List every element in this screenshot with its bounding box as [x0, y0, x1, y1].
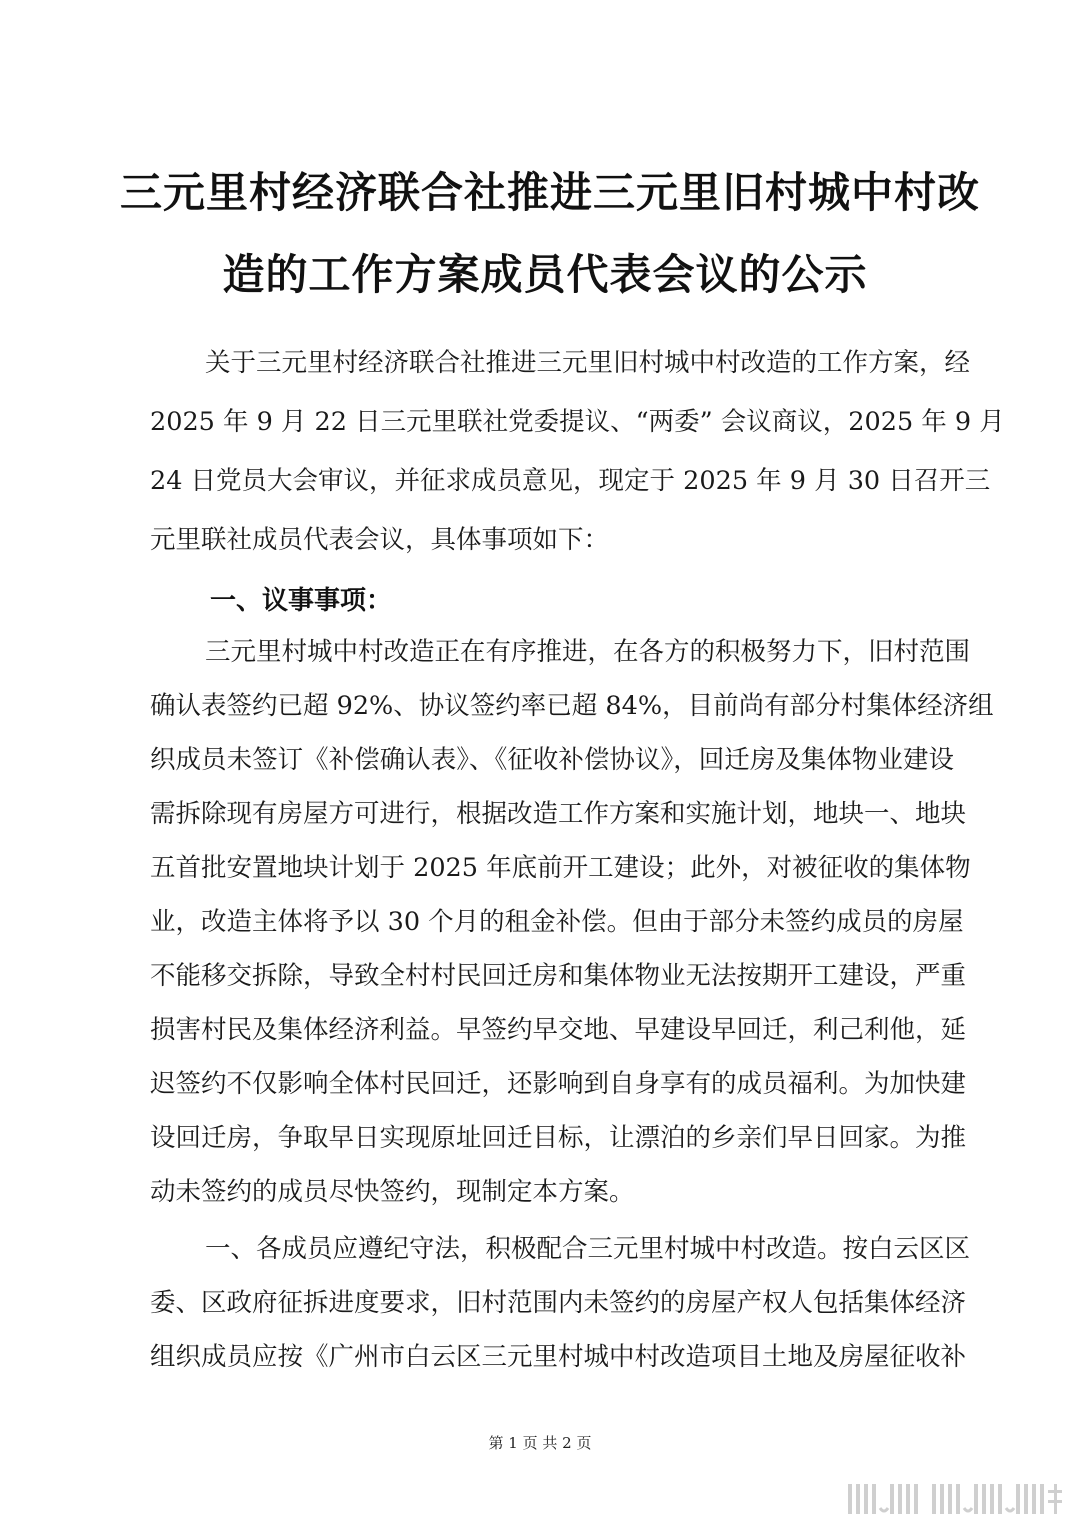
section-heading: 一、议事事项：	[210, 586, 393, 616]
item-line: 一、各成员应遵纪守法，积极配合三元里村城中村改造。按白云区区	[205, 1234, 971, 1264]
document-title-line-1: 三元里村经济联合社推进三元里旧村城中村改	[120, 168, 981, 217]
body-line: 损害村民及集体经济利益。早签约早交地、早建设早回迁，利己利他，延	[150, 1015, 967, 1045]
intro-line: 关于三元里村经济联合社推进三元里旧村城中村改造的工作方案，经	[205, 348, 971, 378]
body-line: 动未签约的成员尽快签约，现制定本方案。	[150, 1177, 635, 1207]
body-line: 迟签约不仅影响全体村民回迁，还影响到自身享有的成员福利。为加快建	[150, 1069, 967, 1099]
watermark-logo	[846, 1478, 1066, 1518]
body-line: 五首批安置地块计划于 2025 年底前开工建设；此外，对被征收的集体物	[150, 853, 971, 883]
body-line: 需拆除现有房屋方可进行，根据改造工作方案和实施计划，地块一、地块	[150, 799, 967, 829]
body-line: 不能移交拆除，导致全村村民回迁房和集体物业无法按期开工建设，严重	[150, 961, 967, 991]
body-line: 业，改造主体将予以 30 个月的租金补偿。但由于部分未签约成员的房屋	[150, 907, 964, 937]
item-line: 组织成员应按《广州市白云区三元里村城中村改造项目土地及房屋征收补	[150, 1342, 967, 1372]
document-title-line-2: 造的工作方案成员代表会议的公示	[222, 250, 868, 299]
body-line: 三元里村城中村改造正在有序推进，在各方的积极努力下，旧村范围	[205, 637, 971, 667]
body-line: 确认表签约已超 92%、协议签约率已超 84%，目前尚有部分村集体经济组	[150, 691, 994, 721]
item-line: 委、区政府征拆进度要求，旧村范围内未签约的房屋产权人包括集体经济	[150, 1288, 967, 1318]
intro-line: 元里联社成员代表会议，具体事项如下：	[150, 525, 610, 555]
page-number-footer: 第 1 页 共 2 页	[488, 1434, 592, 1452]
watermark-bars-icon	[846, 1478, 1066, 1518]
body-line: 设回迁房，争取早日实现原址回迁目标，让漂泊的乡亲们早日回家。为推	[150, 1123, 967, 1153]
intro-line: 2025 年 9 月 22 日三元里联社党委提议、“两委” 会议商议，2025 年 9 月	[150, 407, 1005, 437]
intro-line: 24 日党员大会审议，并征求成员意见，现定于 2025 年 9 月 30 日召开三	[150, 466, 991, 496]
body-line: 织成员未签订《补偿确认表》、《征收补偿协议》，回迁房及集体物业建设	[150, 745, 954, 775]
